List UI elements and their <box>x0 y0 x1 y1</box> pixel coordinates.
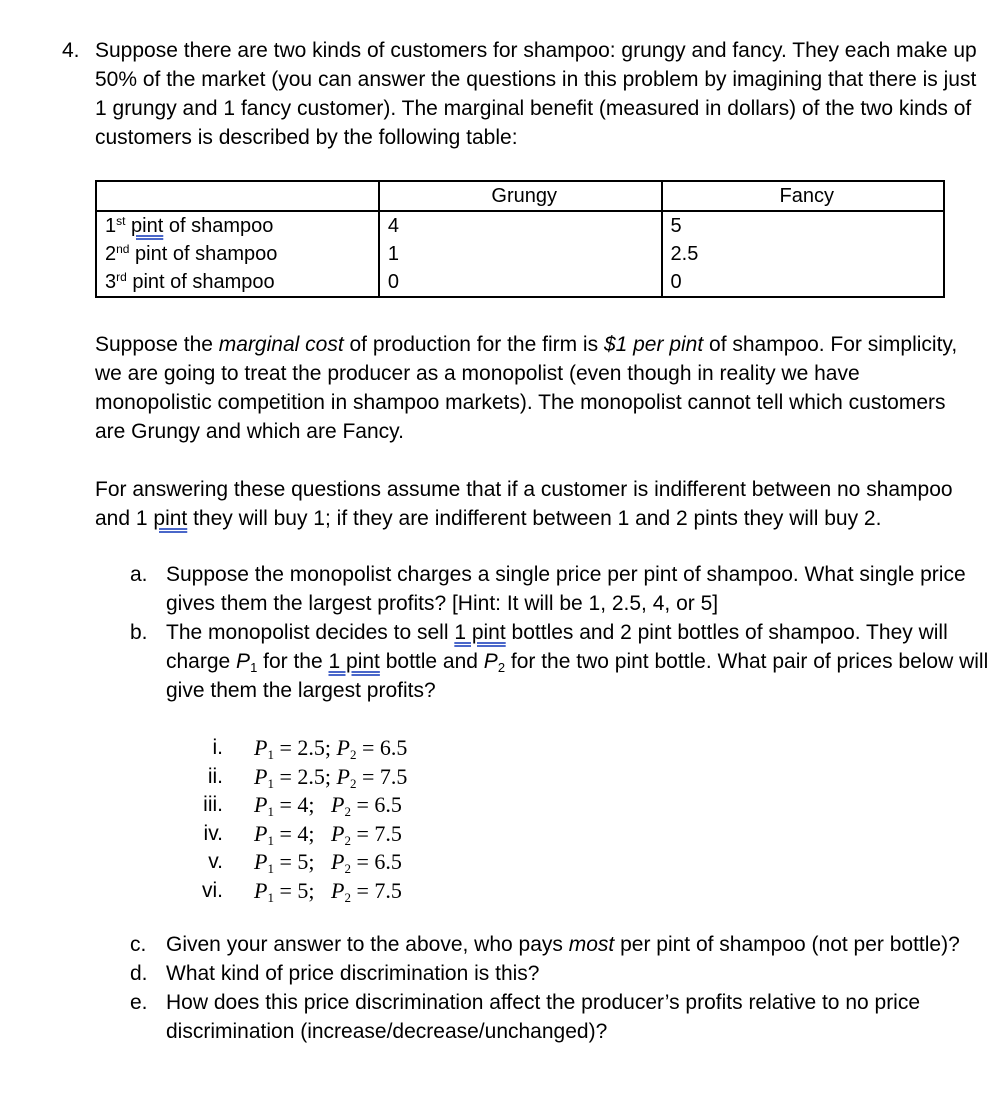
part-d <box>130 959 990 988</box>
table-cell-grungy: 1 <box>379 240 662 268</box>
table-row-label: 3rd pint of shampoo <box>96 268 379 297</box>
option-numeral: ii. <box>207 764 223 788</box>
option-equation: $P_1 = 5$; $P_2 = 7.5$ <box>254 877 402 905</box>
option-equation: $P_1 = 5$; $P_2 = 6.5$ <box>254 849 402 876</box>
part-text: Suppose the monopolist charges a single price per pint of shampoo. What single price gives them the largest profits? [Hint: It will be 1, 2.5, 4, or 5] <box>166 563 966 615</box>
question-intro: Suppose there are two kinds of customers for shampoo: grungy and fancy. They each make up 50% of the market (you can answer the questions in this problem by imagining that there is just 1 grungy and 1 fancy customer). The marginal benefit (measured in dollars) of the two kinds of customers is described by the following table: <box>95 39 977 149</box>
part-label: e. <box>130 991 148 1014</box>
part-a <box>130 560 990 618</box>
table-row <box>96 211 944 240</box>
assumption-paragraph: For answering these questions assume that if a customer is indifferent between no shampoo and 1 pint they will buy 1; if they are indifferent between 1 and 2 pints they will buy 2. <box>95 478 953 530</box>
spellcheck-word: 1 pint <box>328 650 380 673</box>
part-label: b. <box>130 621 148 644</box>
spellcheck-word: pint <box>153 507 188 530</box>
option-equation: $P_1 = 2.5$; $P_2 = 6.5$ <box>254 735 408 762</box>
question-number: 4. <box>62 39 80 62</box>
part-label: d. <box>130 962 148 985</box>
marginal-cost-paragraph: Suppose the marginal cost of production for the firm is $1 per pint of shampoo. For simplicity, we are going to treat the producer as a monopolist (even though in reality we have monopolistic competition in shampoo markets). The monopolist cannot tell which customers are Grungy and which are Fancy. <box>95 333 958 443</box>
part-e <box>130 988 990 1046</box>
part-c: c. Given your answer to the above, who pays most per pint of shampoo (not per bottle)? <box>130 930 990 959</box>
table-header-blank <box>96 181 379 211</box>
parts-list-ce <box>130 930 990 1046</box>
option-numeral: i. <box>212 736 223 759</box>
table-header-row <box>96 181 944 211</box>
option-equation: $P_1 = 4$; $P_2 = 6.5$ <box>254 792 402 819</box>
option-numeral: v. <box>208 850 223 873</box>
table-cell-fancy: 0 <box>662 268 944 297</box>
option-equation: $P_1 = 2.5$; $P_2 = 7.5$ <box>254 763 408 791</box>
table-row <box>96 268 944 297</box>
table-cell-grungy: 4 <box>379 211 662 240</box>
table-header-fancy: Fancy <box>662 181 944 211</box>
table-cell-fancy: 2.5 <box>662 240 944 268</box>
marginal-benefit-table <box>95 180 945 298</box>
part-text: What kind of price discrimination is this? <box>166 962 540 985</box>
table-cell-grungy: 0 <box>379 268 662 297</box>
option-numeral: iii. <box>203 793 223 816</box>
option-numeral: iv. <box>203 821 223 845</box>
table-row-label: 1st pint of shampoo <box>96 211 379 240</box>
table-row <box>96 240 944 268</box>
table-row-label: 2nd pint of shampoo <box>96 240 379 268</box>
table-cell-fancy: 5 <box>662 211 944 240</box>
spellcheck-word: pint <box>131 215 164 237</box>
part-text: How does this price discrimination affect the producer’s profits relative to no price discrimination (increase/decrease/unchanged)? <box>166 991 921 1043</box>
part-label: c. <box>130 933 147 956</box>
part-label: a. <box>130 563 148 586</box>
table-header-grungy: Grungy <box>379 181 662 211</box>
parts-list-ab <box>130 560 990 705</box>
option-equation: $P_1 = 4$; $P_2 = 7.5$ <box>254 820 402 848</box>
spellcheck-word: 1 pint <box>454 621 506 644</box>
part-b: b. The monopolist decides to sell 1 pint bottles and 2 pint bottles of shampoo. They will charge $P_1$ for the 1 pint bottle and $P_2$ for the two pint bottle. What pair of prices below will give them the largest profits? <box>130 618 990 705</box>
option-numeral: vi. <box>202 878 223 902</box>
